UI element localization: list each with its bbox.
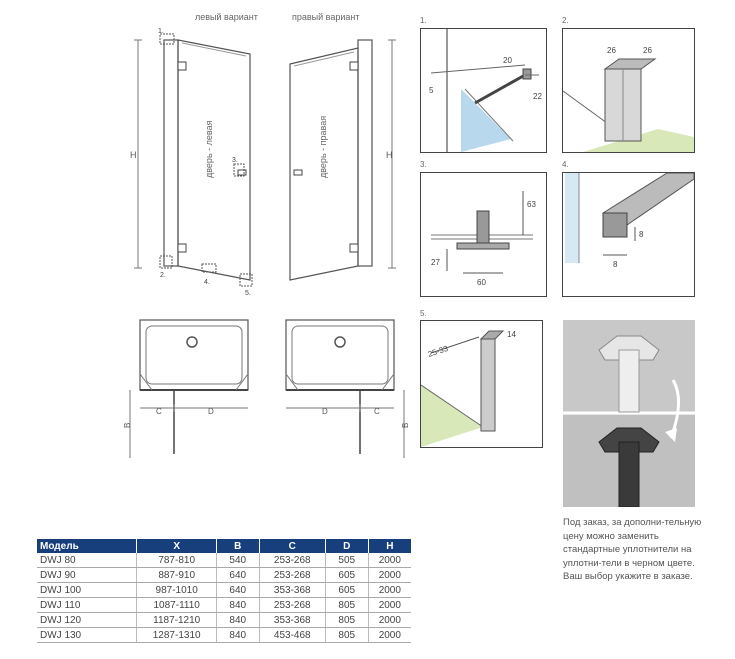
table-cell: 1087-1110	[137, 598, 216, 613]
detail-panel-2	[562, 28, 695, 153]
col-d: D	[325, 539, 368, 553]
right-plan-view	[278, 316, 416, 464]
table-cell: 353-368	[259, 613, 325, 628]
col-b: B	[216, 539, 259, 553]
table-cell: 2000	[368, 553, 411, 568]
left-plan-C: C	[156, 407, 162, 416]
panel-1-dim-c: 22	[533, 92, 542, 101]
col-h: H	[368, 539, 411, 553]
table-row	[37, 628, 411, 643]
table-cell: 2000	[368, 583, 411, 598]
table-row	[37, 568, 411, 583]
table-cell: 787-810	[137, 553, 216, 568]
table-cell: 1187-1210	[137, 613, 216, 628]
right-plan-C: C	[374, 407, 380, 416]
table-cell: DWJ 80	[37, 553, 137, 568]
right-door-H: H	[386, 150, 393, 160]
right-door-label: дверь - правая	[318, 115, 328, 178]
table-row	[37, 583, 411, 598]
table-cell: DWJ 100	[37, 583, 137, 598]
panel-1-dim-b: 5	[429, 86, 434, 95]
panel-1-dim-a: 20	[503, 56, 512, 65]
table-cell: DWJ 130	[37, 628, 137, 643]
table-cell: 987-1010	[137, 583, 216, 598]
table-cell: 805	[325, 613, 368, 628]
table-cell: 805	[325, 628, 368, 643]
right-door-elevation	[280, 28, 410, 300]
right-variant-header: правый вариант	[292, 12, 360, 22]
col-x: X	[137, 539, 216, 553]
table-cell: 840	[216, 613, 259, 628]
panel-2-dim-b: 26	[643, 46, 652, 55]
panel-3-dim-c: 60	[477, 278, 486, 287]
table-cell: 840	[216, 628, 259, 643]
table-cell: DWJ 90	[37, 568, 137, 583]
table-row	[37, 613, 411, 628]
panel-5-dim-a: 25-33	[426, 344, 450, 359]
table-cell: 605	[325, 583, 368, 598]
table-row	[37, 553, 411, 568]
table-cell: 353-368	[259, 583, 325, 598]
model-spec-table	[37, 539, 411, 643]
left-door-label: дверь - левая	[204, 120, 214, 178]
panel-2-dim-a: 26	[607, 46, 616, 55]
left-variant-header: левый вариант	[195, 12, 258, 22]
table-cell: 640	[216, 568, 259, 583]
table-cell: 505	[325, 553, 368, 568]
panel-3-dim-b: 27	[431, 258, 440, 267]
table-cell: 2000	[368, 568, 411, 583]
left-plan-B: B	[123, 422, 132, 428]
table-cell: 2000	[368, 598, 411, 613]
panel-1-number: 1.	[420, 16, 427, 25]
callout-1: 1.	[158, 28, 164, 35]
left-plan-view	[122, 316, 260, 464]
detail-panel-5	[420, 320, 543, 448]
right-plan-B: B	[401, 422, 410, 428]
table-cell: DWJ 120	[37, 613, 137, 628]
table-cell: 453-468	[259, 628, 325, 643]
panel-4-dim-a: 8	[639, 230, 644, 239]
table-header-row	[37, 539, 411, 553]
detail-panel-1	[420, 28, 547, 153]
col-model: Модель	[37, 539, 137, 553]
table-cell: 2000	[368, 628, 411, 643]
seal-photo	[563, 320, 695, 507]
table-cell: 253-268	[259, 598, 325, 613]
seal-note: Под заказ, за дополни-тельную цену можно заменить стандартные уплотнители на уплотни-тели в черном цвете. Ваш выбор укажите в заказе.	[563, 517, 702, 582]
table-cell: 540	[216, 553, 259, 568]
table-cell: 805	[325, 598, 368, 613]
panel-5-dim-b: 14	[507, 330, 516, 339]
table-row	[37, 598, 411, 613]
panel-3-number: 3.	[420, 160, 427, 169]
table-cell: DWJ 110	[37, 598, 137, 613]
table-cell: 887-910	[137, 568, 216, 583]
detail-panel-4	[562, 172, 695, 297]
panel-4-number: 4.	[562, 160, 569, 169]
panel-2-number: 2.	[562, 16, 569, 25]
callout-5: 5.	[245, 290, 251, 297]
table-cell: 1287-1310	[137, 628, 216, 643]
table-cell: 640	[216, 583, 259, 598]
left-door-elevation	[130, 28, 260, 300]
panel-5-number: 5.	[420, 309, 427, 318]
right-plan-D: D	[322, 407, 328, 416]
left-plan-D: D	[208, 407, 214, 416]
callout-4: 4.	[204, 279, 210, 286]
table-cell: 840	[216, 598, 259, 613]
col-c: C	[259, 539, 325, 553]
table-cell: 605	[325, 568, 368, 583]
callout-2: 2.	[160, 272, 166, 279]
table-cell: 253-268	[259, 568, 325, 583]
panel-4-dim-b: 8	[613, 260, 618, 269]
callout-3: 3.	[232, 157, 238, 164]
left-door-H: H	[130, 150, 137, 160]
detail-panel-3	[420, 172, 547, 297]
table-cell: 253-268	[259, 553, 325, 568]
panel-3-dim-a: 63	[527, 200, 536, 209]
table-cell: 2000	[368, 613, 411, 628]
